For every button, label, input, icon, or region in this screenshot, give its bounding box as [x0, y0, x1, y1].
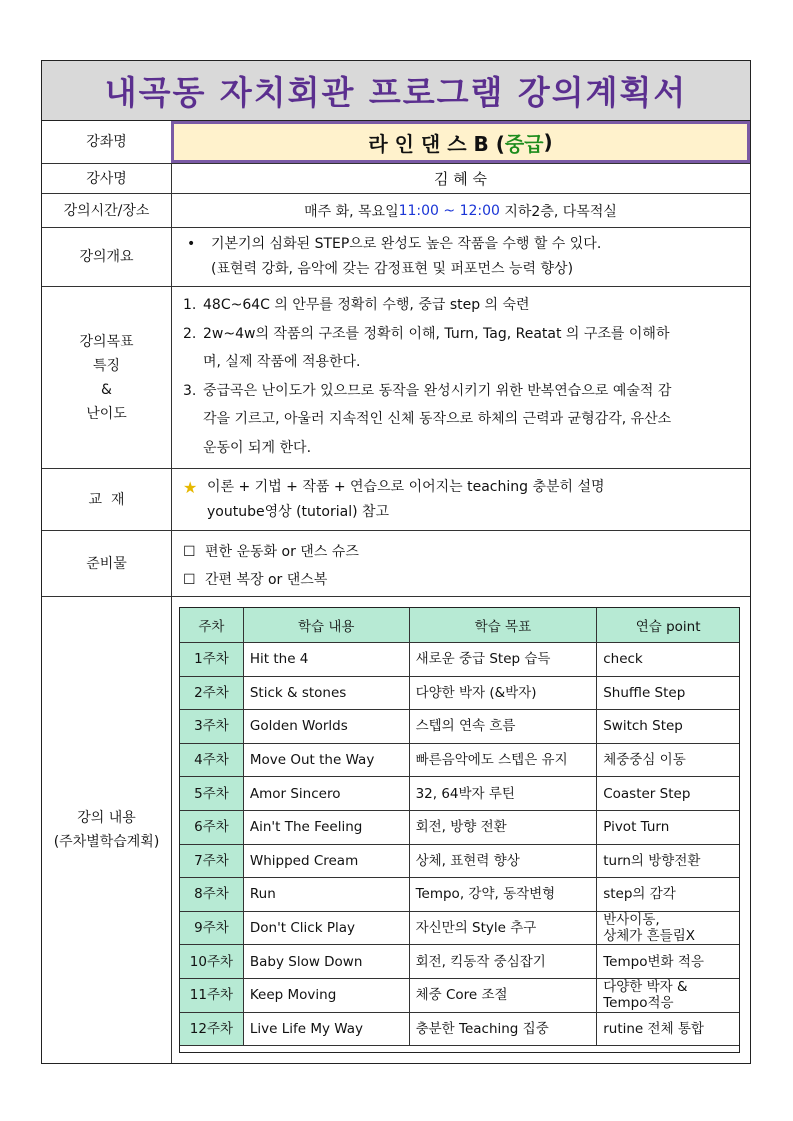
table-row: [180, 945, 740, 979]
cell-goal: 충분한 Teaching 집중: [409, 1012, 597, 1046]
cell-goal: 스텝의 연속 흐름: [409, 710, 597, 744]
goals-label-2: 특징: [92, 357, 121, 374]
cell-goal: 빠른음악에도 스텝은 유지: [409, 743, 597, 777]
label-goals: [42, 287, 172, 468]
cell-goal: 회전, 방향 전환: [409, 810, 597, 844]
overview-line1: 기본기의 심화된 STEP으로 완성도 높은 작품을 수행 할 수 있다.: [211, 236, 602, 252]
label-overview: 강의개요: [42, 228, 172, 286]
goal-line: [183, 434, 738, 463]
goals-value: [171, 287, 750, 468]
cell-point: rutine 전체 통합: [597, 1012, 740, 1046]
cell-week: 7주차: [180, 844, 244, 878]
schedule-place: 지하2층, 다목적실: [499, 203, 617, 220]
weekly-plan-table: [179, 607, 740, 1046]
label-plan: [42, 597, 172, 1063]
table-row: [180, 710, 740, 744]
row-overview: [42, 228, 750, 287]
label-course: 강좌명: [42, 121, 172, 163]
goal-line: [183, 320, 738, 349]
cell-point: 체중중심 이동: [597, 743, 740, 777]
cell-point: check: [597, 643, 740, 677]
cell-week: 9주차: [180, 911, 244, 945]
row-plan: [42, 597, 750, 1063]
cell-content: Whipped Cream: [243, 844, 409, 878]
goal-number: 3.: [183, 382, 197, 399]
cell-goal: 체중 Core 조절: [409, 978, 597, 1012]
cell-goal: 상체, 표현력 향상: [409, 844, 597, 878]
cell-week: 2주차: [180, 676, 244, 710]
goal-line: [183, 291, 738, 320]
table-row: [180, 911, 740, 945]
course-close: ): [543, 130, 553, 154]
course-name-box: [171, 121, 750, 163]
schedule-value: [171, 194, 750, 227]
cell-point: 다양한 박자 & Tempo적응: [597, 978, 740, 1012]
label-prep: 준비물: [42, 531, 172, 596]
cell-week: 11주차: [180, 978, 244, 1012]
label-materials: 교 재: [42, 469, 172, 530]
star-icon: ★: [183, 478, 198, 497]
goal-number: 1.: [183, 297, 197, 313]
cell-week: 6주차: [180, 810, 244, 844]
plan-label-2: (주차별학습계획): [53, 834, 160, 850]
cell-point: Shuffle Step: [597, 676, 740, 710]
goal-text: 48C~64C 의 안무를 정확히 수행, 중급 step 의 숙련: [203, 297, 530, 313]
table-header-row: [180, 608, 740, 643]
table-row: [180, 1012, 740, 1046]
cell-week: 12주차: [180, 1012, 244, 1046]
goal-text: 각을 기르고, 아울러 지속적인 신체 동작으로 하체의 근력과 균형감각, 유산소: [203, 411, 672, 427]
table-row: [180, 878, 740, 912]
cell-week: 3주차: [180, 710, 244, 744]
table-row: [180, 676, 740, 710]
goal-number: 2.: [183, 325, 197, 342]
row-course: [42, 121, 750, 164]
materials-line2: youtube영상 (tutorial) 참고: [207, 504, 390, 520]
cell-goal: 다양한 박자 (&박자): [409, 676, 597, 710]
cell-content: Amor Sincero: [243, 777, 409, 811]
row-prep: [42, 531, 750, 597]
cell-goal: 회전, 킥동작 중심잡기: [409, 945, 597, 979]
row-materials: [42, 469, 750, 531]
goal-line: [183, 348, 738, 377]
goal-line: [183, 405, 738, 434]
checkbox-icon: ☐: [183, 572, 196, 588]
cell-content: Stick & stones: [243, 676, 409, 710]
overview-bullet: •: [187, 236, 196, 252]
table-row: [180, 810, 740, 844]
table-row: [180, 643, 740, 677]
header-content: 학습 내용: [243, 608, 409, 643]
header-goal: 학습 목표: [409, 608, 597, 643]
schedule-time: 11:00 ~ 12:00: [398, 202, 500, 219]
cell-goal: 32, 64박자 루틴: [409, 777, 597, 811]
prep-value: [171, 531, 750, 596]
goals-label-4: 난이도: [86, 405, 127, 422]
goal-line: [183, 377, 738, 406]
table-row: [180, 844, 740, 878]
row-instructor: [42, 164, 750, 194]
cell-point: Pivot Turn: [597, 810, 740, 844]
plan-value: [171, 597, 750, 1063]
row-schedule: [42, 194, 750, 228]
overview-value: [171, 228, 750, 286]
prep-item-2: 간편 복장 or 댄스복: [205, 572, 328, 588]
header-point: 연습 point: [597, 608, 740, 643]
cell-content: Keep Moving: [243, 978, 409, 1012]
goals-label-1: 강의목표: [79, 333, 134, 350]
goal-text: 며, 실제 작품에 적용한다.: [203, 354, 361, 370]
instructor-name: 김 혜 숙: [433, 170, 487, 188]
table-row: [180, 777, 740, 811]
goal-text: 2w~4w의 작품의 구조를 정확히 이해, Turn, Tag, Reatat 의 구조를 이해하: [203, 325, 670, 342]
cell-goal: Tempo, 강약, 동작변형: [409, 878, 597, 912]
row-goals: [42, 287, 750, 469]
plan-label-1: 강의 내용: [77, 810, 136, 826]
goal-text: 운동이 되게 한다.: [203, 439, 312, 456]
lecture-plan-sheet: [41, 60, 751, 1064]
course-name: 라 인 댄 스 B (: [368, 131, 505, 156]
schedule-days: 매주 화, 목요일: [304, 203, 399, 220]
cell-goal: 새로운 중급 Step 습득: [409, 643, 597, 677]
cell-point: Coaster Step: [597, 777, 740, 811]
table-row: [180, 978, 740, 1012]
cell-week: 8주차: [180, 878, 244, 912]
label-schedule: 강의시간/장소: [42, 194, 172, 227]
cell-content: Move Out the Way: [243, 743, 409, 777]
cell-week: 5주차: [180, 777, 244, 811]
cell-week: 1주차: [180, 643, 244, 677]
goal-text: 중급곡은 난이도가 있으므로 동작을 완성시키기 위한 반복연습으로 예술적 감: [203, 382, 672, 399]
cell-content: Don't Click Play: [243, 911, 409, 945]
goals-label-3: &: [101, 381, 112, 398]
materials-line1: 이론 + 기법 + 작품 + 연습으로 이어지는 teaching 충분히 설명: [207, 479, 605, 495]
document-title: [42, 61, 750, 121]
course-level: 중급: [504, 131, 544, 156]
cell-content: Live Life My Way: [243, 1012, 409, 1046]
table-row: [180, 743, 740, 777]
cell-point: step의 감각: [597, 878, 740, 912]
overview-line2: (표현력 강화, 음악에 갖는 감정표현 및 퍼포먼스 능력 향상): [211, 261, 574, 277]
goals-list: [171, 287, 750, 462]
label-instructor: 강사명: [42, 164, 172, 193]
cell-content: Ain't The Feeling: [243, 810, 409, 844]
cell-week: 10주차: [180, 945, 244, 979]
checkbox-icon: ☐: [183, 544, 196, 560]
prep-item-1: 편한 운동화 or 댄스 슈즈: [205, 544, 359, 560]
cell-point: 반사이동, 상체가 흔들림X: [597, 911, 740, 945]
cell-content: Baby Slow Down: [243, 945, 409, 979]
cell-content: Hit the 4: [243, 643, 409, 677]
cell-point: Switch Step: [597, 710, 740, 744]
cell-point: turn의 방향전환: [597, 844, 740, 878]
cell-goal: 자신만의 Style 추구: [409, 911, 597, 945]
course-value: [171, 121, 750, 163]
cell-content: Run: [243, 878, 409, 912]
cell-week: 4주차: [180, 743, 244, 777]
title-text: 내곡동 자치회관 프로그램 강의계획서: [104, 73, 688, 112]
cell-point: Tempo변화 적응: [597, 945, 740, 979]
cell-content: Golden Worlds: [243, 710, 409, 744]
materials-value: [171, 469, 750, 530]
header-week: 주차: [180, 608, 244, 643]
